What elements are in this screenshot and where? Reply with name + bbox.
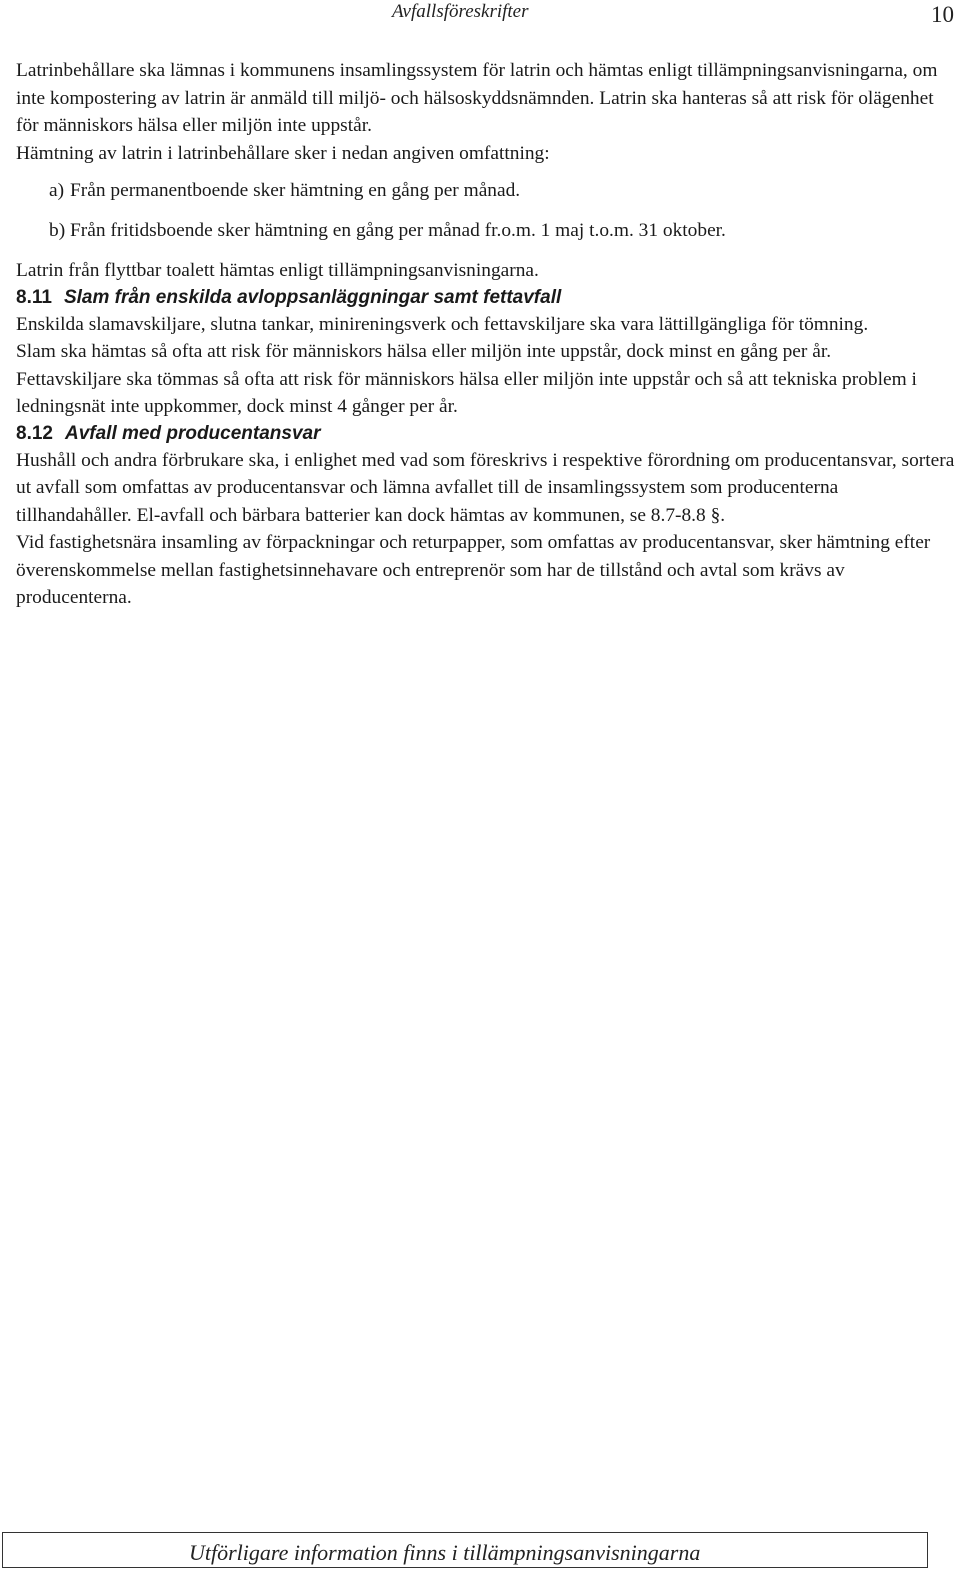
paragraph-property-collection: Vid fastighetsnära insamling av förpackningar och returpapper, som omfattas av producentansvar, sker hämtning efter överenskommelse mellan fastighetsinnehavare och entreprenör som har de tillstånd och avtal som krävs av producenterna. [16, 532, 931, 608]
page-number: 10 [931, 2, 954, 27]
section-title: Avfall med producentansvar [64, 422, 321, 444]
list-item [16, 217, 956, 245]
list-item-text: Från fritidsboende sker hämtning en gång per månad fr.o.m. 1 maj t.o.m. 31 oktober. [70, 220, 726, 241]
paragraph-latrine-intro: Latrinbehållare ska lämnas i kommunens insamlingssystem för latrin och hämtas enligt tillämpningsanvisningarna, om inte kompostering av latrin är anmäld till miljö- och hälsoskyddsnämnden. Latrin ska hanteras så att risk för olägenhet för människors hälsa eller miljön inte uppstår. [16, 60, 938, 136]
section-number: 8.12 [16, 422, 53, 444]
list-item [16, 177, 956, 205]
section-number: 8.11 [16, 286, 52, 308]
list-marker: b) [49, 220, 66, 241]
document-body [16, 57, 956, 612]
paragraph-grease-trap: Fettavskiljare ska tömmas så ofta att risk för människors hälsa eller miljön inte uppstår och så att tekniska problem i ledningsnät inte uppkommer, dock minst 4 gånger per år. [16, 368, 917, 417]
list-marker: a) [49, 180, 65, 201]
footer-note: Utförligare information finns i tillämpningsanvisningarna [189, 1540, 701, 1565]
section-heading-8-12 [16, 421, 956, 447]
section-title: Slam från enskilda avloppsanläggningar samt fettavfall [63, 286, 562, 308]
section-heading-8-11 [16, 285, 956, 311]
footer-box [2, 1532, 928, 1568]
collection-list [16, 177, 956, 245]
running-header: Avfallsföreskrifter [392, 1, 529, 22]
paragraph-sludge-access: Enskilda slamavskiljare, slutna tankar, minireningsverk och fettavskiljare ska vara lättillgängliga för tömning. [16, 313, 869, 335]
paragraph-collection-intro: Hämtning av latrin i latrinbehållare sker i nedan angiven omfattning: [16, 142, 550, 164]
paragraph-sludge-frequency: Slam ska hämtas så ofta att risk för människors hälsa eller miljön inte uppstår, dock minst en gång per år. [16, 341, 832, 362]
paragraph-movable-toilet: Latrin från flyttbar toalett hämtas enligt tillämpningsanvisningarna. [16, 260, 539, 281]
list-item-text: Från permanentboende sker hämtning en gång per månad. [70, 180, 521, 201]
paragraph-producer-responsibility: Hushåll och andra förbrukare ska, i enlighet med vad som föreskrivs i respektive förordning om producentansvar, sortera ut avfall som omfattas av producentansvar och lämna avfallet till de insamlingssystem som producenterna tillhandahåller. El-avfall och bärbara batterier kan dock hämtas av kommunen, se 8.7-8.8 §. [16, 449, 955, 526]
